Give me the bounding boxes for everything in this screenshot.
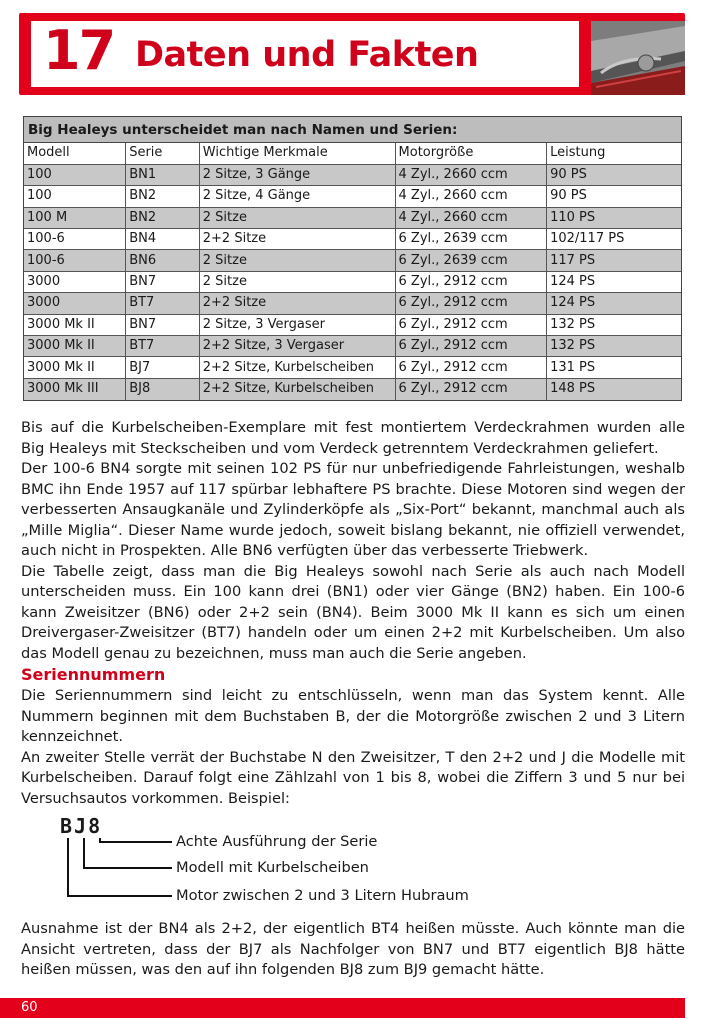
table-cell: 132 PS xyxy=(547,336,681,357)
table-row xyxy=(24,164,681,185)
table-cell: 90 PS xyxy=(547,186,681,207)
models-table xyxy=(23,116,682,401)
table-row xyxy=(24,229,681,250)
table-cell: BN7 xyxy=(126,314,200,335)
intro-text xyxy=(21,418,685,664)
chapter-title: Daten und Fakten xyxy=(135,35,479,75)
table-row xyxy=(24,250,681,271)
table-cell: 2+2 Sitze xyxy=(199,293,395,314)
table-cell: 124 PS xyxy=(547,271,681,292)
serial-connector-lines xyxy=(50,812,180,912)
table-cell: 3000 xyxy=(24,293,126,314)
section-paragraph: Die Seriennummern sind leicht zu entschlüsseln, wenn man das System kennt. Alle Nummern beginnen mit dem Buchstaben B, der die Motorgröße zwischen 2 und 3 Litern kennzeichnet. xyxy=(21,687,685,745)
section-text xyxy=(21,686,685,809)
table-cell: 6 Zyl., 2912 ccm xyxy=(395,293,547,314)
table-row xyxy=(24,186,681,207)
chapter-header xyxy=(19,13,685,95)
table-cell: 148 PS xyxy=(547,378,681,399)
table-row xyxy=(24,336,681,357)
table-cell: 6 Zyl., 2912 ccm xyxy=(395,314,547,335)
closing-paragraph: Ausnahme ist der BN4 als 2+2, der eigentlich BT4 heißen müsste. Auch könnte man die Ansicht vertreten, dass der BJ7 als Nachfolger von BN7 und BT7 eigentlich BJ8 hätte heißen müssen, was den auf ihn folgenden BJ8 zum BJ9 gemacht hätte. xyxy=(21,920,685,978)
table-cell: BN2 xyxy=(126,186,200,207)
section-heading: Seriennummern xyxy=(21,665,166,684)
table-cell: 2 Sitze, 3 Gänge xyxy=(199,164,395,185)
section-paragraph: An zweiter Stelle verrät der Buchstabe N den Zweisitzer, T den 2+2 und J die Modelle mit Kurbelscheiben. Darauf folgt eine Zählzahl von 1 bis 8, wobei die Ziffern 3 und 5 nur bei Versuchsautos vorkommen. Beispiel: xyxy=(21,748,685,807)
diagram-label-series: Achte Ausführung der Serie xyxy=(176,833,378,850)
diagram-label-engine: Motor zwischen 2 und 3 Litern Hubraum xyxy=(176,887,469,904)
serial-example: BJ8 xyxy=(60,814,103,838)
column-header: Serie xyxy=(126,143,200,164)
table-cell: 2+2 Sitze, Kurbelscheiben xyxy=(199,357,395,378)
table-cell: 2 Sitze, 3 Vergaser xyxy=(199,314,395,335)
page-footer xyxy=(0,998,685,1018)
table-row xyxy=(24,271,681,292)
table-cell: 131 PS xyxy=(547,357,681,378)
table-cell: 110 PS xyxy=(547,207,681,228)
table-cell: 2+2 Sitze, Kurbelscheiben xyxy=(199,378,395,399)
chapter-header-panel xyxy=(31,21,579,87)
table-cell: 2 Sitze xyxy=(199,250,395,271)
table-cell: 3000 Mk III xyxy=(24,378,126,399)
column-header: Modell xyxy=(24,143,126,164)
table-cell: 100 xyxy=(24,164,126,185)
table-title: Big Healeys unterscheidet man nach Namen und Serien: xyxy=(24,117,681,143)
chapter-number: 17 xyxy=(43,19,115,82)
table-cell: 6 Zyl., 2639 ccm xyxy=(395,229,547,250)
table-cell: BN4 xyxy=(126,229,200,250)
table-cell: 2+2 Sitze, 3 Vergaser xyxy=(199,336,395,357)
table-cell: 3000 Mk II xyxy=(24,314,126,335)
car-grille-image xyxy=(591,21,685,95)
column-header: Motorgröße xyxy=(395,143,547,164)
table-cell: 4 Zyl., 2660 ccm xyxy=(395,207,547,228)
table-cell: 6 Zyl., 2912 ccm xyxy=(395,336,547,357)
table-cell: 4 Zyl., 2660 ccm xyxy=(395,164,547,185)
car-detail-photo xyxy=(591,21,685,95)
table-body xyxy=(24,143,681,400)
closing-text xyxy=(21,919,685,981)
table-cell: 6 Zyl., 2912 ccm xyxy=(395,378,547,399)
table-cell: 90 PS xyxy=(547,164,681,185)
table-cell: 3000 Mk II xyxy=(24,336,126,357)
table-row xyxy=(24,314,681,335)
column-header: Leistung xyxy=(547,143,681,164)
table-cell: 2 Sitze xyxy=(199,207,395,228)
table-cell: BN6 xyxy=(126,250,200,271)
intro-paragraph: Die Tabelle zeigt, dass man die Big Healeys sowohl nach Serie als auch nach Modell unterscheiden muss. Ein 100 kann drei (BN1) oder vier Gänge (BN2) haben. Ein 100-6 kann Zweisitzer (BN6) oder 2+2 sein (BN4). Beim 3000 Mk II kann es sich um einen Dreivergaser-Zweisitzer (BT7) handeln oder um einen 2+2 mit Kurbelscheiben. Um also das Modell genau zu bezeichnen, muss man auch die Serie angeben. xyxy=(21,562,685,662)
table-cell: 100 M xyxy=(24,207,126,228)
table-row xyxy=(24,357,681,378)
table-cell: BT7 xyxy=(126,293,200,314)
table-cell: 6 Zyl., 2912 ccm xyxy=(395,357,547,378)
table-cell: BJ8 xyxy=(126,378,200,399)
table-cell: 3000 xyxy=(24,271,126,292)
table-row xyxy=(24,207,681,228)
page-number: 60 xyxy=(21,1000,38,1015)
table-cell: BJ7 xyxy=(126,357,200,378)
table-cell: 4 Zyl., 2660 ccm xyxy=(395,186,547,207)
table-cell: 117 PS xyxy=(547,250,681,271)
table-header-row xyxy=(24,143,681,164)
table-cell: 2 Sitze, 4 Gänge xyxy=(199,186,395,207)
table-cell: 124 PS xyxy=(547,293,681,314)
table-row xyxy=(24,293,681,314)
table-cell: 100-6 xyxy=(24,250,126,271)
serial-diagram xyxy=(50,812,500,912)
intro-paragraph: Bis auf die Kurbelscheiben-Exemplare mit fest montiertem Verdeckrahmen wurden alle Big Healeys mit Steckscheiben und vom Verdeck getrenntem Verdeckrahmen geliefert. xyxy=(21,419,685,457)
table-cell: BN7 xyxy=(126,271,200,292)
table-cell: 132 PS xyxy=(547,314,681,335)
table-cell: BN1 xyxy=(126,164,200,185)
diagram-label-model: Modell mit Kurbelscheiben xyxy=(176,859,369,876)
table-cell: BN2 xyxy=(126,207,200,228)
table-cell: 3000 Mk II xyxy=(24,357,126,378)
table-cell: 102/117 PS xyxy=(547,229,681,250)
intro-paragraph: Der 100-6 BN4 sorgte mit seinen 102 PS für nur unbefriedigende Fahrleistungen, weshalb BMC ihn Ende 1957 auf 117 spürbar lebhaftere PS brachte. Diese Motoren sind wegen der verbesserten Ansaugkanäle und Zylinderköpfe als „Six-Port“ bekannt, manchmal auch als „Mille Miglia“. Dieser Name wurde jedoch, soweit bislang bekannt, nie offiziell verwendet, auch nicht in Prospekten. Alle BN6 verfügten über das verbesserte Triebwerk. xyxy=(21,460,685,559)
table-cell: 6 Zyl., 2912 ccm xyxy=(395,271,547,292)
column-header: Wichtige Merkmale xyxy=(199,143,395,164)
table-cell: 6 Zyl., 2639 ccm xyxy=(395,250,547,271)
table-row xyxy=(24,378,681,399)
table-cell: 100 xyxy=(24,186,126,207)
table-cell: 2+2 Sitze xyxy=(199,229,395,250)
table-cell: 2 Sitze xyxy=(199,271,395,292)
table-cell: 100-6 xyxy=(24,229,126,250)
table-cell: BT7 xyxy=(126,336,200,357)
